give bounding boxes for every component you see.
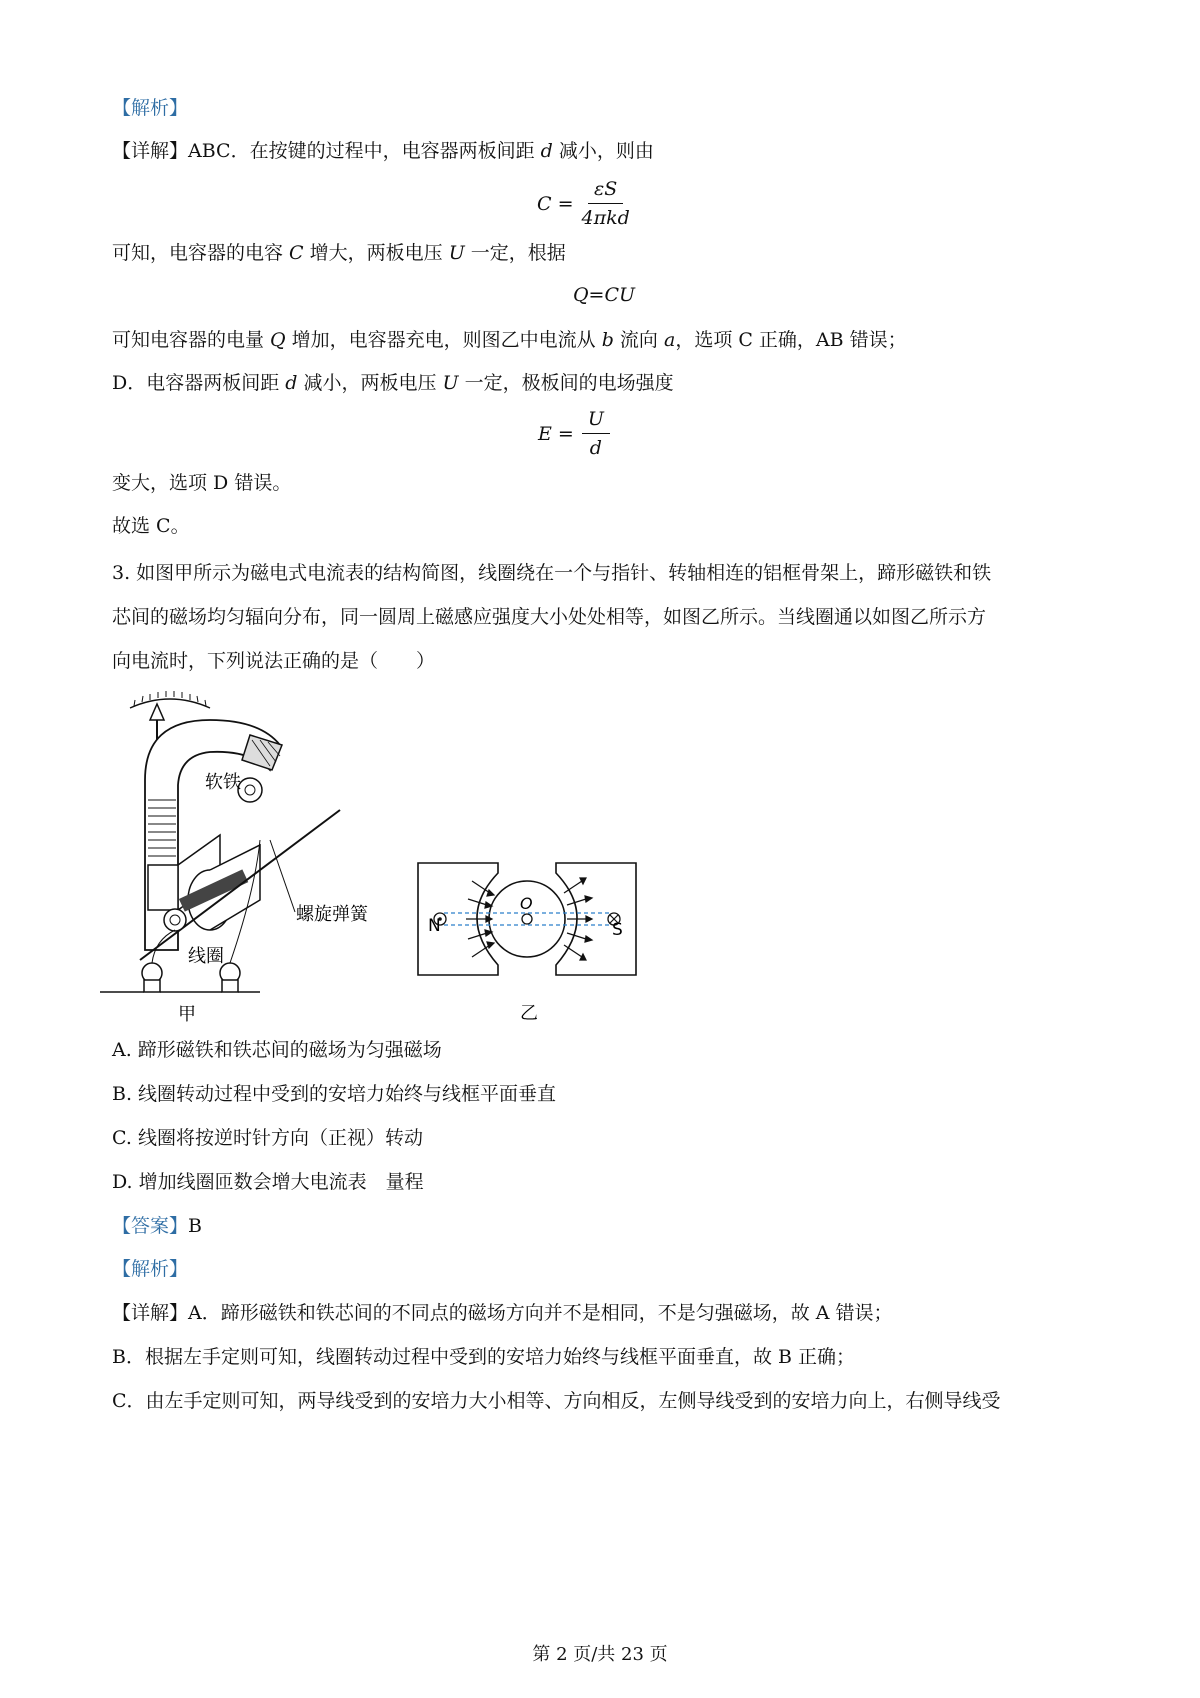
text-span: ，选项 C 正确，AB 错误； — [675, 329, 907, 351]
formula-denominator: d — [589, 437, 602, 459]
option-d: D. 增加线圈匝数会增大电流表 量程 — [112, 1171, 424, 1193]
var-a: a — [663, 329, 676, 351]
answer-value: B — [188, 1215, 202, 1237]
text-span: D．电容器两板间距 — [112, 372, 286, 394]
answer-tag: 【答案】 — [112, 1215, 189, 1237]
option-a: A. 蹄形磁铁和铁芯间的磁场为匀强磁场 — [112, 1039, 442, 1061]
label-s-pole: S — [612, 920, 623, 940]
question-3-line-3: 向电流时，下列说法正确的是（ ） — [112, 650, 436, 672]
caption-jia: 甲 — [178, 1004, 196, 1025]
label-o-axis: O — [520, 894, 533, 913]
caption-yi: 乙 — [520, 1003, 538, 1024]
formula-denominator: 4πkd — [581, 207, 630, 229]
var-q: Q — [270, 329, 286, 351]
detail-text: A．蹄形磁铁和铁芯间的不同点的磁场方向并不是相同，不是匀强磁场，故 A 错误； — [188, 1302, 893, 1324]
page-footer: 第 2 页/共 23 页 — [532, 1644, 668, 1665]
label-soft-iron: 软铁 — [205, 772, 241, 793]
capacitance-line — [112, 240, 566, 266]
var-u: U — [442, 372, 459, 394]
field-result-line: 变大，选项 D 错误。 — [112, 472, 292, 494]
detail-tag: 【详解】 — [112, 1302, 189, 1324]
figure-yi-radial-field — [416, 855, 640, 1027]
choose-line: 故选 C。 — [112, 515, 190, 537]
detail-line-abc — [112, 138, 654, 164]
formula-capacitance — [537, 178, 630, 229]
detail-tag: 【详解】 — [112, 140, 189, 162]
analysis-tag: 【解析】 — [112, 1258, 189, 1280]
var-b: b — [601, 329, 614, 351]
label-spring: 螺旋弹簧 — [296, 904, 368, 925]
formula-charge: Q=CU — [572, 284, 636, 306]
detail-line-a — [112, 1300, 893, 1326]
var-c: C — [289, 242, 304, 264]
formula-lhs: C = — [537, 192, 574, 215]
charge-line — [112, 327, 907, 353]
detail-text: 减小，则由 — [552, 140, 654, 162]
text-span: 减小，两板电压 — [297, 372, 443, 394]
figure-jia-galvanometer — [100, 690, 400, 1030]
text-span: 流向 — [613, 329, 664, 351]
var-d: d — [285, 372, 298, 394]
detail-text: ABC．在按键的过程中，电容器两板间距 — [188, 140, 541, 162]
formula-numerator: εS — [588, 178, 623, 204]
formula-lhs: E = — [538, 422, 574, 445]
text-span: 增大，两板电压 — [303, 242, 449, 264]
question-3-line-2: 芯间的磁场均匀辐向分布，同一圆周上磁感应强度大小处处相等，如图乙所示。当线圈通以如图乙所示方 — [112, 606, 987, 628]
answer-line — [112, 1213, 202, 1239]
text-span: 可知，电容器的电容 — [112, 242, 290, 264]
text-span: 可知电容器的电量 — [112, 329, 271, 351]
question-3-line-1: 3. 如图甲所示为磁电式电流表的结构简图，线圈绕在一个与指针、转轴相连的铝框骨架上，蹄形磁铁和铁 — [112, 562, 992, 584]
label-coil: 线圈 — [188, 946, 224, 967]
var-u: U — [448, 242, 465, 264]
formula-field — [538, 408, 610, 459]
detail-line-b: B．根据左手定则可知，线圈转动过程中受到的安培力始终与线框平面垂直，故 B 正确； — [112, 1346, 856, 1368]
option-b: B. 线圈转动过程中受到的安培力始终与线框平面垂直 — [112, 1083, 557, 1105]
label-n-pole: N — [428, 916, 441, 936]
var-d: d — [540, 140, 553, 162]
option-c: C. 线圈将按逆时针方向（正视）转动 — [112, 1127, 423, 1149]
option-d-explain-line — [112, 370, 674, 396]
text-span: 增加，电容器充电，则图乙中电流从 — [285, 329, 602, 351]
text-span: 一定，根据 — [464, 242, 566, 264]
detail-line-c: C．由左手定则可知，两导线受到的安培力大小相等、方向相反，左侧导线受到的安培力向上，右侧导线受 — [112, 1390, 1001, 1412]
text-span: 一定，极板间的电场强度 — [458, 372, 674, 394]
analysis-tag: 【解析】 — [112, 97, 189, 119]
formula-numerator: U — [582, 408, 610, 434]
